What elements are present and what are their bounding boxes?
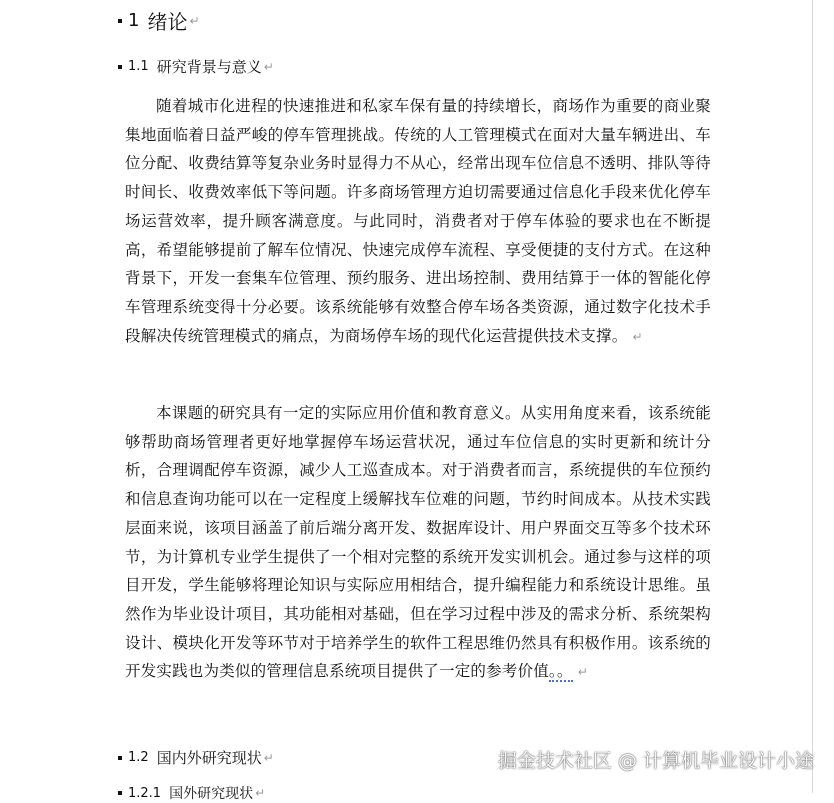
page-edge-divider [812,0,813,793]
subsection-heading-1-2-1 [118,783,265,803]
page-bottom-clip [0,780,834,802]
section-title: 研究背景与意义 [156,58,262,76]
paragraph-1-text: 随着城市化进程的快速推进和私家车保有量的持续增长，商场作为重要的商业聚集地面临着日益严峻的停车管理挑战。传统的人工管理模式在面对大量车辆进出、车位分配、收费结算等复杂业务时显得力不从心，经常出现车位信息不透明、排队等待时间长、收费效率低下等问题。许多商场管理方迫切需要通过信息化手段来优化停车场运营效率，提升顾客满意度。与此同时，消费者对于停车体验的要求也在不断提高，希望能够提前了解车位情况、快速完成停车流程、享受便捷的支付方式。在这种背景下，开发一套集车位管理、预约服务、进出场控制、费用结算于一体的智能化停车管理系统变得十分必要。该系统能够有效整合停车场各类资源，通过数字化技术手段解决传统管理模式的痛点，为商场停车场的现代化运营提供技术支撑。 [125,97,711,345]
body-paragraph-2 [125,399,711,687]
paragraph-mark-icon: ↵ [577,665,588,680]
section-number: 1.1 [128,59,149,74]
section-title: 国内外研究现状 [156,749,262,767]
paragraph-mark-icon: ↵ [263,750,274,765]
paragraph-mark-icon: ↵ [263,59,274,74]
paragraph-2-text: 本课题的研究具有一定的实际应用价值和教育意义。从实用角度来看，该系统能够帮助商场管理者更好地掌握停车场运营状况，通过车位信息的实时更新和统计分析，合理调配停车资源，减少人工巡查成本。对于消费者而言，系统提供的车位预约和信息查询功能可以在一定程度上缓解找车位难的问题，节约时间成本。从技术实践层面来说，该项目涵盖了前后端分离开发、数据库设计、用户界面交互等多个技术环节，为计算机专业学生提供了一个相对完整的系统开发实训机会。通过参与这样的项目开发，学生能够将理论知识与实际应用相结合，提升编程能力和系统设计思维。虽然作为毕业设计项目，其功能相对基础，但在学习过程中涉及的需求分析、系统架构设计、模块化开发等环节对于培养学生的软件工程思维仍然具有积极作用。该系统的开发实践也为类似的管理信息系统项目提供了一定的参考价值 [125,404,711,681]
chapter-title: 绪论 [147,10,188,34]
paragraph-mark-icon: ↵ [189,13,200,28]
spellcheck-underline[interactable]: 。。 [548,662,573,681]
section-heading-1-2 [118,747,274,768]
subsection-title: 国外研究现状 [169,786,254,802]
subsection-number: 1.2.1 [128,785,162,801]
section-heading-1-1 [118,56,274,77]
heading-bullet-icon [118,756,122,760]
paragraph-mark-icon: ↵ [632,329,643,344]
chapter-number: 1 [128,10,140,31]
heading-bullet-icon [118,791,122,795]
heading-bullet-icon [118,19,122,23]
watermark: 掘金技术社区 @ 计算机毕业设计小途 [497,750,814,772]
heading-bullet-icon [118,65,122,69]
section-number: 1.2 [128,750,149,765]
paragraph-mark-icon: ↵ [255,786,266,800]
body-paragraph-1 [125,92,711,351]
chapter-heading [118,6,200,35]
